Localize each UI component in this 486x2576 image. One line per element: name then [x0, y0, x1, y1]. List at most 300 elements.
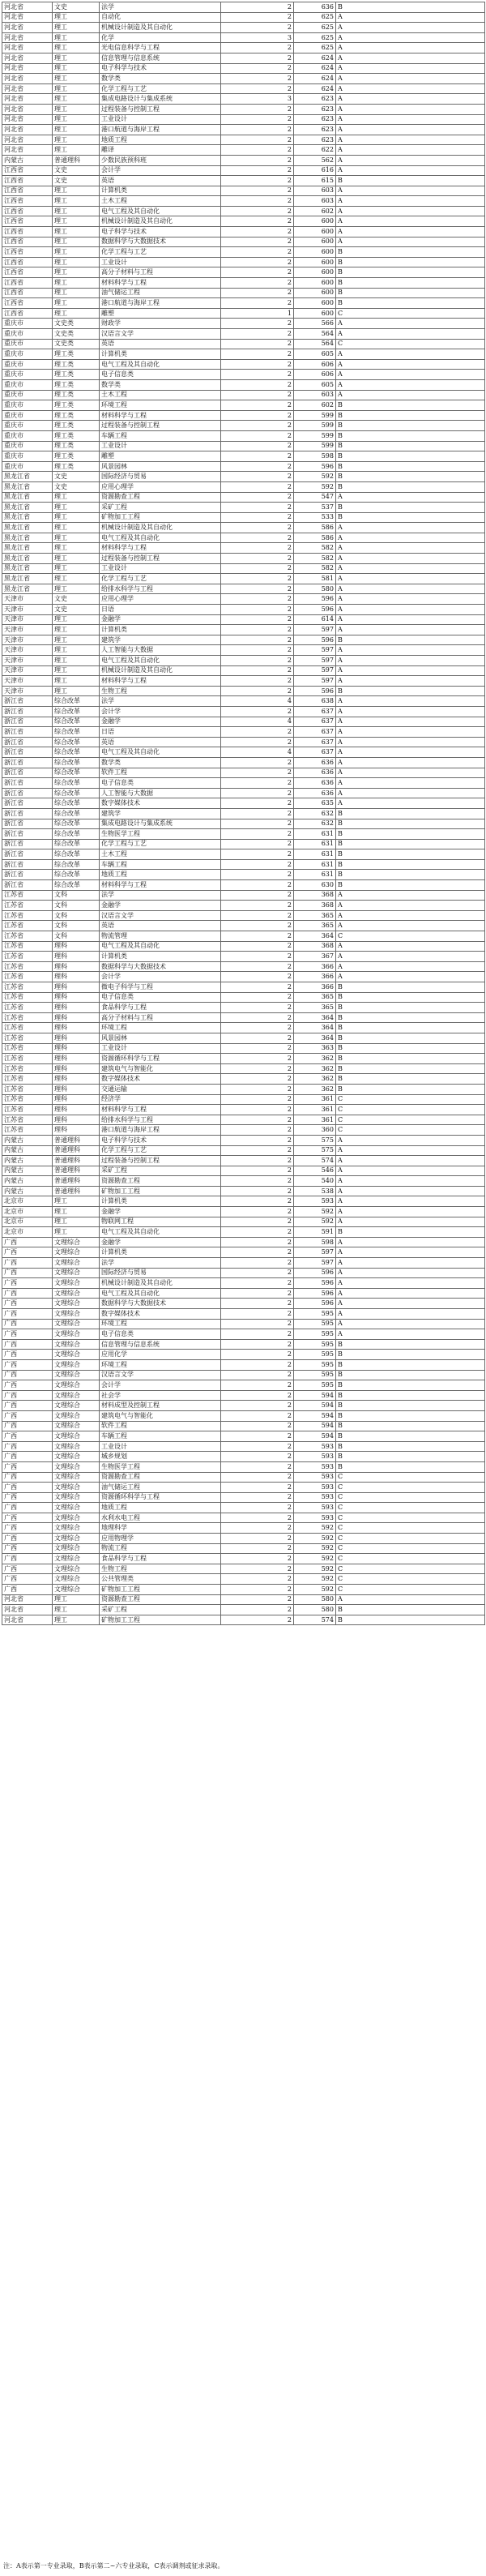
major-cell: 计算机类 — [100, 1196, 221, 1207]
category-cell: 理工 — [53, 247, 100, 258]
score-table-body — [2, 2, 485, 1625]
table-row — [2, 859, 485, 870]
major-cell: 地质工程 — [100, 1503, 221, 1513]
major-cell: 电气工程及其自动化 — [100, 533, 221, 543]
category-cell: 理工 — [53, 645, 100, 656]
table-row — [2, 594, 485, 605]
plan-count-cell: 2 — [221, 43, 294, 53]
score-cell: 362 — [294, 1074, 336, 1085]
major-cell: 自动化 — [100, 12, 221, 23]
category-cell: 文理综合 — [53, 1258, 100, 1269]
plan-count-cell: 2 — [221, 1574, 294, 1585]
score-cell: 592 — [294, 1554, 336, 1564]
table-row — [2, 1483, 485, 1493]
table-row — [2, 614, 485, 625]
province-cell: 重庆市 — [2, 461, 53, 472]
province-cell: 广西 — [2, 1513, 53, 1523]
plan-count-cell: 2 — [221, 1492, 294, 1503]
category-cell: 理工类 — [53, 349, 100, 360]
admission-type-cell: B — [336, 2, 485, 13]
category-cell: 理工 — [53, 74, 100, 84]
score-cell: 636 — [294, 778, 336, 789]
province-cell: 江西省 — [2, 186, 53, 196]
table-row — [2, 1523, 485, 1534]
major-cell: 数学类 — [100, 74, 221, 84]
plan-count-cell: 2 — [221, 656, 294, 666]
province-cell: 江苏省 — [2, 910, 53, 921]
admission-type-cell: A — [336, 1186, 485, 1196]
admission-type-cell: B — [336, 1350, 485, 1360]
plan-count-cell: 2 — [221, 1003, 294, 1013]
major-cell: 生物工程 — [100, 686, 221, 696]
category-cell: 理工 — [53, 196, 100, 207]
admission-type-cell: B — [336, 512, 485, 523]
admission-type-cell: A — [336, 379, 485, 390]
province-cell: 河北省 — [2, 23, 53, 33]
score-cell: 600 — [294, 298, 336, 309]
admission-type-cell: C — [336, 1543, 485, 1554]
category-cell: 文理综合 — [53, 1309, 100, 1320]
plan-count-cell: 2 — [221, 370, 294, 380]
category-cell: 理工 — [53, 512, 100, 523]
table-row — [2, 206, 485, 216]
table-row — [2, 227, 485, 237]
score-cell: 368 — [294, 890, 336, 901]
plan-count-cell: 2 — [221, 206, 294, 216]
category-cell: 理科 — [53, 1115, 100, 1125]
major-cell: 法学 — [100, 2, 221, 13]
category-cell: 理工 — [53, 83, 100, 94]
province-cell: 广西 — [2, 1431, 53, 1442]
major-cell: 机械设计制造及其自动化 — [100, 523, 221, 533]
score-cell: 366 — [294, 961, 336, 972]
admission-type-cell: C — [336, 1564, 485, 1574]
category-cell: 文理综合 — [53, 1431, 100, 1442]
admission-type-cell: A — [336, 32, 485, 43]
major-cell: 水利水电工程 — [100, 1513, 221, 1523]
province-cell: 江苏省 — [2, 901, 53, 911]
score-cell: 596 — [294, 1288, 336, 1299]
admission-type-cell: A — [336, 717, 485, 727]
category-cell: 理工 — [53, 1196, 100, 1207]
table-row — [2, 1390, 485, 1401]
province-cell: 广西 — [2, 1492, 53, 1503]
table-row — [2, 1023, 485, 1033]
major-cell: 会计学 — [100, 165, 221, 176]
plan-count-cell: 2 — [221, 451, 294, 462]
province-cell: 广西 — [2, 1421, 53, 1431]
score-cell: 596 — [294, 1278, 336, 1289]
major-cell: 电子科学与技术 — [100, 227, 221, 237]
admission-type-cell: A — [336, 1166, 485, 1176]
score-cell: 592 — [294, 1543, 336, 1554]
province-cell: 河北省 — [2, 12, 53, 23]
category-cell: 理工 — [53, 625, 100, 635]
admission-type-cell: C — [336, 1105, 485, 1115]
province-cell: 河北省 — [2, 43, 53, 53]
province-cell: 天津市 — [2, 614, 53, 625]
category-cell: 理工 — [53, 1605, 100, 1615]
province-cell: 天津市 — [2, 635, 53, 645]
table-row — [2, 757, 485, 768]
province-cell: 天津市 — [2, 656, 53, 666]
plan-count-cell: 2 — [221, 1503, 294, 1513]
admission-type-cell: A — [336, 554, 485, 564]
plan-count-cell: 2 — [221, 1166, 294, 1176]
table-row — [2, 1421, 485, 1431]
admission-type-cell: A — [336, 921, 485, 931]
province-cell: 浙江省 — [2, 727, 53, 738]
category-cell: 理工类 — [53, 441, 100, 451]
category-cell: 文史类 — [53, 329, 100, 340]
plan-count-cell: 2 — [221, 1523, 294, 1534]
province-cell: 江西省 — [2, 237, 53, 247]
plan-count-cell: 2 — [221, 1370, 294, 1380]
province-cell: 浙江省 — [2, 717, 53, 727]
province-cell: 黑龙江省 — [2, 481, 53, 492]
plan-count-cell: 2 — [221, 1452, 294, 1462]
major-cell: 汉语言文学 — [100, 329, 221, 340]
score-cell: 625 — [294, 32, 336, 43]
score-cell: 598 — [294, 451, 336, 462]
table-row — [2, 1543, 485, 1554]
table-row — [2, 1513, 485, 1523]
province-cell: 江西省 — [2, 227, 53, 237]
province-cell: 广西 — [2, 1574, 53, 1585]
category-cell: 普通理科 — [53, 155, 100, 165]
score-cell: 605 — [294, 349, 336, 360]
score-cell: 591 — [294, 1227, 336, 1238]
category-cell: 普通理科 — [53, 1135, 100, 1145]
score-cell: 575 — [294, 1135, 336, 1145]
table-row — [2, 901, 485, 911]
table-row — [2, 165, 485, 176]
table-row — [2, 247, 485, 258]
table-row — [2, 635, 485, 645]
score-cell: 616 — [294, 165, 336, 176]
table-row — [2, 83, 485, 94]
major-cell: 过程装备与控制工程 — [100, 104, 221, 114]
major-cell: 软件工程 — [100, 1421, 221, 1431]
category-cell: 文史 — [53, 176, 100, 186]
score-cell: 624 — [294, 83, 336, 94]
province-cell: 黑龙江省 — [2, 533, 53, 543]
province-cell: 浙江省 — [2, 747, 53, 758]
province-cell: 广西 — [2, 1258, 53, 1269]
admission-type-cell: B — [336, 829, 485, 840]
score-cell: 596 — [294, 1268, 336, 1278]
score-cell: 599 — [294, 430, 336, 441]
admission-type-cell: C — [336, 1115, 485, 1125]
category-cell: 理工类 — [53, 451, 100, 462]
admission-type-cell: A — [336, 216, 485, 227]
province-cell: 江苏省 — [2, 952, 53, 962]
category-cell: 理科 — [53, 972, 100, 982]
table-row — [2, 992, 485, 1003]
province-cell: 广西 — [2, 1483, 53, 1493]
major-cell: 生物医学工程 — [100, 1461, 221, 1472]
table-row — [2, 1299, 485, 1309]
province-cell: 广西 — [2, 1237, 53, 1247]
major-cell: 材料科学与工程 — [100, 676, 221, 687]
plan-count-cell: 2 — [221, 176, 294, 186]
province-cell: 河北省 — [2, 63, 53, 74]
province-cell: 广西 — [2, 1452, 53, 1462]
admission-type-cell: B — [336, 441, 485, 451]
admission-type-cell: B — [336, 1390, 485, 1401]
admission-type-cell: A — [336, 206, 485, 216]
province-cell: 河北省 — [2, 125, 53, 135]
plan-count-cell: 4 — [221, 696, 294, 707]
major-cell: 人工智能与大数据 — [100, 788, 221, 798]
admission-type-cell: A — [336, 778, 485, 789]
score-cell: 597 — [294, 1247, 336, 1258]
category-cell: 综合改革 — [53, 808, 100, 819]
table-row — [2, 1105, 485, 1115]
major-cell: 工业设计 — [100, 114, 221, 125]
admission-type-cell: A — [336, 135, 485, 145]
category-cell: 文理综合 — [53, 1543, 100, 1554]
plan-count-cell: 2 — [221, 247, 294, 258]
table-row — [2, 1339, 485, 1350]
plan-count-cell: 2 — [221, 972, 294, 982]
table-row — [2, 1503, 485, 1513]
score-cell: 600 — [294, 308, 336, 319]
plan-count-cell: 2 — [221, 584, 294, 594]
table-row — [2, 1043, 485, 1054]
category-cell: 文理综合 — [53, 1410, 100, 1421]
province-cell: 浙江省 — [2, 870, 53, 880]
table-row — [2, 267, 485, 278]
score-cell: 595 — [294, 1339, 336, 1350]
score-cell: 596 — [294, 635, 336, 645]
admission-type-cell: B — [336, 461, 485, 472]
table-row — [2, 1196, 485, 1207]
table-row — [2, 1431, 485, 1442]
table-row — [2, 961, 485, 972]
score-cell: 638 — [294, 696, 336, 707]
admission-type-cell: B — [336, 1452, 485, 1462]
admission-type-cell: A — [336, 63, 485, 74]
score-cell: 625 — [294, 23, 336, 33]
category-cell: 文科 — [53, 921, 100, 931]
table-row — [2, 839, 485, 849]
province-cell: 广西 — [2, 1410, 53, 1421]
plan-count-cell: 2 — [221, 1421, 294, 1431]
category-cell: 综合改革 — [53, 849, 100, 860]
major-cell: 材料成型及控制工程 — [100, 1401, 221, 1411]
major-cell: 环境工程 — [100, 1023, 221, 1033]
score-cell: 597 — [294, 656, 336, 666]
category-cell: 文理综合 — [53, 1564, 100, 1574]
score-cell: 636 — [294, 788, 336, 798]
score-cell: 593 — [294, 1441, 336, 1452]
table-row — [2, 808, 485, 819]
table-row — [2, 370, 485, 380]
admission-type-cell: A — [336, 574, 485, 584]
category-cell: 普通理科 — [53, 1186, 100, 1196]
major-cell: 人工智能与大数据 — [100, 645, 221, 656]
province-cell: 河北省 — [2, 32, 53, 43]
province-cell: 浙江省 — [2, 696, 53, 707]
admission-type-cell: A — [336, 1135, 485, 1145]
admission-type-cell: A — [336, 645, 485, 656]
plan-count-cell: 2 — [221, 829, 294, 840]
category-cell: 理科 — [53, 1033, 100, 1043]
admission-type-cell: A — [336, 1156, 485, 1166]
table-row — [2, 430, 485, 441]
category-cell: 文理综合 — [53, 1574, 100, 1585]
table-row — [2, 1268, 485, 1278]
table-row — [2, 1156, 485, 1166]
plan-count-cell: 2 — [221, 605, 294, 615]
category-cell: 文理综合 — [53, 1461, 100, 1472]
plan-count-cell: 2 — [221, 931, 294, 942]
category-cell: 理工 — [53, 574, 100, 584]
plan-count-cell: 2 — [221, 12, 294, 23]
admission-type-cell: A — [336, 165, 485, 176]
admission-type-cell: B — [336, 503, 485, 513]
score-cell: 582 — [294, 554, 336, 564]
admission-type-cell: B — [336, 1370, 485, 1380]
major-cell: 日语 — [100, 727, 221, 738]
score-cell: 581 — [294, 574, 336, 584]
admission-type-cell: B — [336, 430, 485, 441]
major-cell: 雕塑 — [100, 308, 221, 319]
major-cell: 电子信息类 — [100, 370, 221, 380]
province-cell: 天津市 — [2, 665, 53, 676]
province-cell: 广西 — [2, 1401, 53, 1411]
table-row — [2, 972, 485, 982]
score-cell: 600 — [294, 247, 336, 258]
plan-count-cell: 4 — [221, 717, 294, 727]
plan-count-cell: 2 — [221, 430, 294, 441]
plan-count-cell: 2 — [221, 319, 294, 329]
plan-count-cell: 2 — [221, 125, 294, 135]
category-cell: 文理综合 — [53, 1370, 100, 1380]
score-cell: 594 — [294, 1421, 336, 1431]
admission-type-cell: A — [336, 1196, 485, 1207]
province-cell: 北京市 — [2, 1207, 53, 1217]
score-cell: 600 — [294, 288, 336, 298]
major-cell: 应用物理学 — [100, 1534, 221, 1544]
category-cell: 理工 — [53, 63, 100, 74]
major-cell: 食品科学与工程 — [100, 1003, 221, 1013]
plan-count-cell: 2 — [221, 941, 294, 952]
table-row — [2, 1615, 485, 1625]
province-cell: 浙江省 — [2, 819, 53, 829]
province-cell: 北京市 — [2, 1217, 53, 1227]
score-cell: 582 — [294, 543, 336, 554]
table-row — [2, 1227, 485, 1238]
major-cell: 计算机类 — [100, 186, 221, 196]
category-cell: 理科 — [53, 1012, 100, 1023]
major-cell: 采矿工程 — [100, 503, 221, 513]
admission-type-cell: B — [336, 1401, 485, 1411]
major-cell: 电气工程及其自动化 — [100, 206, 221, 216]
score-cell: 600 — [294, 257, 336, 267]
table-row — [2, 186, 485, 196]
category-cell: 理工 — [53, 1217, 100, 1227]
plan-count-cell: 2 — [221, 461, 294, 472]
province-cell: 浙江省 — [2, 788, 53, 798]
admission-type-cell: B — [336, 1033, 485, 1043]
major-cell: 会计学 — [100, 706, 221, 717]
major-cell: 公共管理类 — [100, 1574, 221, 1585]
admission-type-cell: B — [336, 481, 485, 492]
admission-type-cell: B — [336, 1410, 485, 1421]
score-cell: 624 — [294, 74, 336, 84]
category-cell: 综合改革 — [53, 839, 100, 849]
province-cell: 江西省 — [2, 247, 53, 258]
plan-count-cell: 2 — [221, 1268, 294, 1278]
province-cell: 浙江省 — [2, 778, 53, 789]
table-row — [2, 63, 485, 74]
score-cell: 624 — [294, 53, 336, 63]
province-cell: 内蒙古 — [2, 1135, 53, 1145]
plan-count-cell: 2 — [221, 63, 294, 74]
category-cell: 普通理科 — [53, 1156, 100, 1166]
province-cell: 广西 — [2, 1472, 53, 1483]
province-cell: 广西 — [2, 1390, 53, 1401]
table-row — [2, 543, 485, 554]
plan-count-cell: 2 — [221, 737, 294, 747]
major-cell: 化学 — [100, 32, 221, 43]
score-cell: 623 — [294, 135, 336, 145]
admission-type-cell: A — [336, 1278, 485, 1289]
major-cell: 英语 — [100, 176, 221, 186]
province-cell: 重庆市 — [2, 451, 53, 462]
table-row — [2, 379, 485, 390]
admission-type-cell: C — [336, 1513, 485, 1523]
plan-count-cell: 2 — [221, 859, 294, 870]
major-cell: 英语 — [100, 921, 221, 931]
table-row — [2, 952, 485, 962]
admission-type-cell: B — [336, 472, 485, 482]
plan-count-cell: 2 — [221, 2, 294, 13]
admission-type-cell: A — [336, 605, 485, 615]
province-cell: 黑龙江省 — [2, 543, 53, 554]
major-cell: 电子信息类 — [100, 1329, 221, 1340]
major-cell: 电气工程及其自动化 — [100, 1227, 221, 1238]
score-cell: 622 — [294, 145, 336, 156]
admission-type-cell: A — [336, 145, 485, 156]
major-cell: 数学类 — [100, 757, 221, 768]
major-cell: 法学 — [100, 890, 221, 901]
score-cell: 606 — [294, 359, 336, 370]
category-cell: 理工 — [53, 1594, 100, 1605]
table-row — [2, 1564, 485, 1574]
table-row — [2, 706, 485, 717]
category-cell: 普通理科 — [53, 1166, 100, 1176]
major-cell: 汉语言文学 — [100, 1370, 221, 1380]
major-cell: 金融学 — [100, 1237, 221, 1247]
province-cell: 江苏省 — [2, 982, 53, 993]
province-cell: 江苏省 — [2, 961, 53, 972]
major-cell: 电子信息类 — [100, 778, 221, 789]
table-row — [2, 53, 485, 63]
plan-count-cell: 2 — [221, 1350, 294, 1360]
province-cell: 重庆市 — [2, 339, 53, 349]
admission-type-cell: A — [336, 1247, 485, 1258]
score-cell: 365 — [294, 921, 336, 931]
score-cell: 605 — [294, 379, 336, 390]
score-cell: 637 — [294, 747, 336, 758]
admission-type-cell: B — [336, 1084, 485, 1094]
table-row — [2, 23, 485, 33]
major-cell: 港口航道与海岸工程 — [100, 298, 221, 309]
admission-type-cell: B — [336, 1380, 485, 1391]
